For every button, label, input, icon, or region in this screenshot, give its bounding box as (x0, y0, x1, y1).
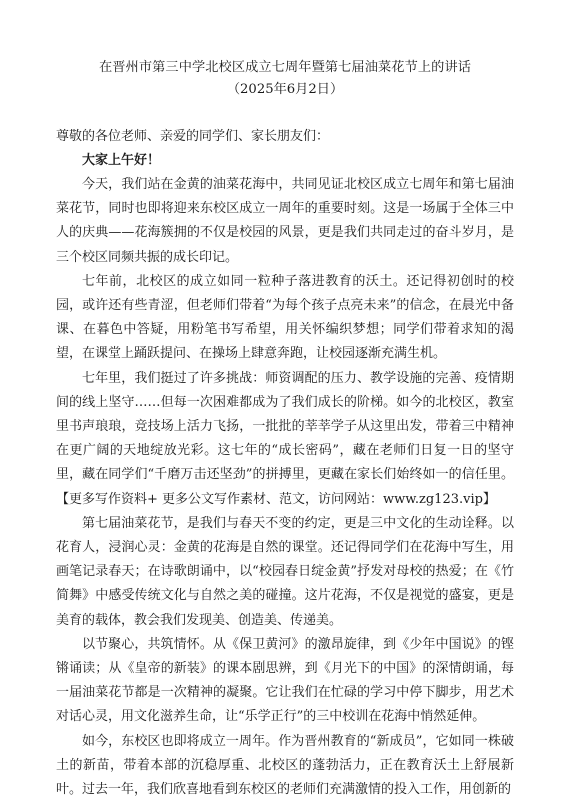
salutation: 尊敬的各位老师、亲爱的同学们、家长朋友们： (56, 129, 330, 144)
paragraph-3: 七年里，我们挺过了许多挑战：师资调配的压力、教学设施的完善、疫情期间的线上坚守……但每一次困难都成为了我们成长的阶梯。如今的北校区，教室里书声琅琅，竞技场上活力飞扬，一批批的莘莘学子从这里出发，带着三中精神在更广阔的天地绽放光彩。这七年的“成长密码”，藏在老师们日复一日的坚守里，藏在同学们“千磨万击还坚劲”的拼搏里，更藏在家长们始终如一的信任里。【更多写作资料+ 更多公文写作素材、范文，访问网站：www.zg123.vip】 (56, 370, 514, 507)
speech-body (56, 173, 514, 802)
document-title: 在晋州市第三中学北校区成立七周年暨第七届油菜花节上的讲话 (98, 60, 472, 75)
paragraph-4: 第七届油菜花节，是我们与春天不变的约定，更是三中文化的生动诠释。以花育人，浸润心灵：金黄的花海是自然的课堂。还记得同学们在花海中写生，用画笔记录春天；在诗歌朗诵中，以“校园春日绽金黄”抒发对母校的热爱；在《竹简舞》中感受传统文化与自然之美的碰撞。这片花海，不仅是视觉的盛宴，更是美育的载体，教会我们发现美、创造美、传递美。 (56, 515, 514, 628)
paragraph-5: 以节聚心，共筑情怀。从《保卫黄河》的激昂旋律，到《少年中国说》的铿锵诵读；从《皇帝的新装》的课本剧思辨，到《月光下的中国》的深情朗诵，每一届油菜花节都是一次精神的凝聚。它让我们在忙碌的学习中停下脚步，用艺术对话心灵，用文化滋养生命，让“乐学正行”的三中校训在花海中悄然延伸。 (56, 636, 514, 725)
paragraph-1: 今天，我们站在金黄的油菜花海中，共同见证北校区成立七周年和第七届油菜花节，同时也即将迎来东校区成立一周年的重要时刻。这是一场属于全体三中人的庆典——花海簇拥的不仅是校园的风景，更是我们共同走过的奋斗岁月，是三个校区同频共振的成长印记。 (56, 177, 514, 265)
document-date: （2025年6月2日） (226, 82, 344, 97)
paragraph-6: 如今，东校区也即将成立一周年。作为晋州教育的“新成员”，它如同一株破土的新苗，带着本部的沉稳厚重、北校区的蓬勃活力，正在教育沃土上舒展新叶。过去一年，我们欣喜地看到东校区的老师们充满激情的投入工作，用创新的 (56, 733, 514, 798)
greeting: 大家上午好！ (82, 153, 161, 168)
paragraph-2: 七年前，北校区的成立如同一粒种子落进教育的沃土。还记得初创时的校园，或许还有些青涩，但老师们带着“为每个孩子点亮未来”的信念，在晨光中备课、在暮色中答疑，用粉笔书写希望，用关怀编织梦想；同学们带着求知的渴望，在课堂上踊跃提问、在操场上肆意奔跑，让校园逐渐充满生机。 (56, 273, 514, 362)
